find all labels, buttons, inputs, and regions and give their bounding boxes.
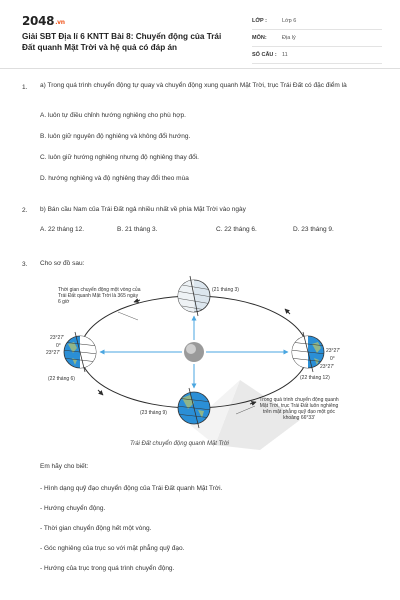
diagram-caption: Trái Đất chuyển động quanh Mặt Trời <box>130 441 229 447</box>
logo-suffix: .vn <box>55 19 65 26</box>
meta-value: Địa lý <box>282 35 296 41</box>
latitude-label: 23°27' <box>320 364 335 370</box>
date-label-december: (22 tháng 12) <box>300 375 330 381</box>
question-number: 3. <box>22 261 28 268</box>
earth-globe-icon <box>176 276 212 316</box>
tilt-note: Trong quá trình chuyển động quanh Mặt Trời, trục Trái Đất luôn nghiêng trên mặt phẳng quỹ đạo một góc khoảng 66°33' <box>259 397 339 421</box>
callout-line <box>118 312 138 320</box>
answer-option[interactable]: C. luôn giữ hướng nghiêng nhưng độ nghiêng thay đổi. <box>40 154 199 161</box>
latitude-label: 23°27' <box>46 350 61 356</box>
list-item: - Hướng chuyển động. <box>40 505 106 512</box>
question-number: 2. <box>22 207 28 214</box>
orbit-direction-arrow <box>285 309 290 314</box>
date-label-june: (22 tháng 6) <box>48 376 75 382</box>
latitude-label: 23°27' <box>326 348 341 354</box>
orbit-direction-arrow <box>98 390 103 395</box>
question-stem: Cho sơ đồ sau: <box>40 260 85 267</box>
meta-key: LỚP : <box>252 18 267 24</box>
meta-value: 11 <box>282 52 288 58</box>
list-item: - Thời gian chuyển động hết một vòng. <box>40 525 152 532</box>
latitude-label: 0° <box>56 343 61 349</box>
answer-option[interactable]: A. luôn tự điều chỉnh hướng nghiêng cho phù hợp. <box>40 112 186 119</box>
latitude-label: 0° <box>330 356 335 362</box>
meta-key: MÔN: <box>252 35 267 41</box>
earth-globe-icon <box>62 332 98 372</box>
meta-value: Lớp 6 <box>282 18 297 24</box>
question-number: 1. <box>22 84 28 91</box>
page-title: Giải SBT Địa lí 6 KNTT Bài 8: Chuyển động của Trái Đất quanh Mặt Trời và hệ quả có đáp án <box>22 32 222 52</box>
answer-option[interactable]: B. luôn giữ nguyên độ nghiêng và không đổi hướng. <box>40 133 191 140</box>
date-label-march: (21 tháng 3) <box>212 287 239 293</box>
question-stem: b) Bán cầu Nam của Trái Đất ngả nhiều nhất về phía Mặt Trời vào ngày <box>40 206 246 213</box>
answer-option[interactable]: D. hướng nghiêng và độ nghiêng thay đổi theo mùa <box>40 175 189 182</box>
answer-option[interactable]: A. 22 tháng 12. <box>40 226 85 233</box>
answer-option[interactable]: B. 21 tháng 3. <box>117 226 158 233</box>
latitude-label: 23°27' <box>50 335 65 341</box>
date-label-september: (23 tháng 9) <box>140 410 167 416</box>
logo-text: 2048 <box>22 14 55 28</box>
question-stem: a) Trong quá trình chuyển động tự quay và chuyển động xung quanh Mặt Trời, trục Trái Đất có đặc điểm là <box>40 82 347 89</box>
question-prompt: Em hãy cho biết: <box>40 463 89 470</box>
list-item: - Hình dạng quỹ đạo chuyển động của Trái Đất quanh Mặt Trời. <box>40 485 223 492</box>
answer-option[interactable]: D. 23 tháng 9. <box>293 226 334 233</box>
list-item: - Hướng của trục trong quá trình chuyển động. <box>40 565 175 572</box>
list-item: - Góc nghiêng của trục so với mặt phẳng quỹ đạo. <box>40 545 185 552</box>
answer-option[interactable]: C. 22 tháng 6. <box>216 226 257 233</box>
meta-key: SỐ CÂU : <box>252 52 277 58</box>
sun-highlight <box>186 344 196 354</box>
period-note: Thời gian chuyển động một vòng của Trái Đất quanh Mặt Trời là 365 ngày 6 giờ <box>58 287 141 305</box>
